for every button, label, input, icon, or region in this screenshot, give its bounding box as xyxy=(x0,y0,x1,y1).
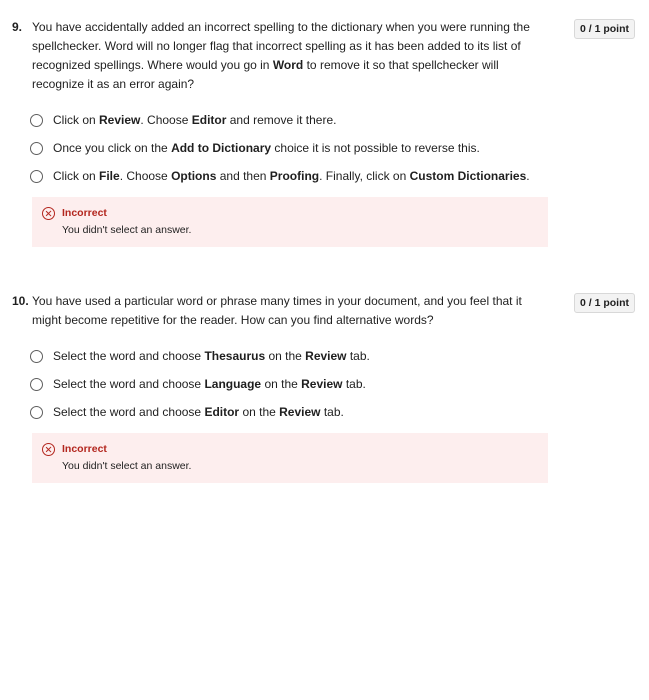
answer-option-1[interactable] xyxy=(30,106,649,134)
option-label: Click on Review. Choose Editor and remove it there. xyxy=(53,113,337,127)
answer-option-3[interactable] xyxy=(30,162,649,190)
question-10 xyxy=(0,292,649,483)
answer-options xyxy=(30,106,649,190)
score-badge: 0 / 1 point xyxy=(574,19,635,39)
radio-button[interactable] xyxy=(30,114,43,127)
radio-button[interactable] xyxy=(30,170,43,183)
option-label: Select the word and choose Thesaurus on the Review tab. xyxy=(53,349,370,363)
option-label: Select the word and choose Editor on the Review tab. xyxy=(53,405,344,419)
incorrect-x-icon xyxy=(42,443,55,456)
answer-option-3[interactable] xyxy=(30,398,649,426)
feedback-message: You didn't select an answer. xyxy=(62,460,192,472)
answer-option-2[interactable] xyxy=(30,134,649,162)
question-header xyxy=(0,18,649,94)
radio-button[interactable] xyxy=(30,350,43,363)
radio-button[interactable] xyxy=(30,378,43,391)
answer-option-2[interactable] xyxy=(30,370,649,398)
radio-button[interactable] xyxy=(30,406,43,419)
answer-options xyxy=(30,342,649,426)
question-header xyxy=(0,292,649,330)
option-label: Click on File. Choose Options and then Proofing. Finally, click on Custom Dictionaries. xyxy=(53,169,530,183)
incorrect-x-icon xyxy=(42,207,55,220)
feedback-box xyxy=(32,433,548,483)
feedback-title: Incorrect xyxy=(62,443,107,455)
option-label: Once you click on the Add to Dictionary choice it is not possible to reverse this. xyxy=(53,141,480,155)
question-number: 10. xyxy=(12,294,29,308)
radio-button[interactable] xyxy=(30,142,43,155)
option-label: Select the word and choose Language on the Review tab. xyxy=(53,377,366,391)
feedback-message: You didn't select an answer. xyxy=(62,224,192,236)
score-badge: 0 / 1 point xyxy=(574,293,635,313)
feedback-title: Incorrect xyxy=(62,207,107,219)
question-number: 9. xyxy=(12,20,23,34)
feedback-box xyxy=(32,197,548,247)
question-9 xyxy=(0,18,649,247)
question-text: You have accidentally added an incorrect spelling to the dictionary when you were running the spellchecker. Word will no longer flag that incorrect spelling as it has been added to its list of recognized spellings. Where would you go in Word to remove it so that spellchecker will recognize it as an error again? xyxy=(32,20,530,91)
question-text: You have used a particular word or phrase many times in your document, and you feel that it might become repetitive for the reader. How can you find alternative words? xyxy=(32,294,522,327)
answer-option-1[interactable] xyxy=(30,342,649,370)
